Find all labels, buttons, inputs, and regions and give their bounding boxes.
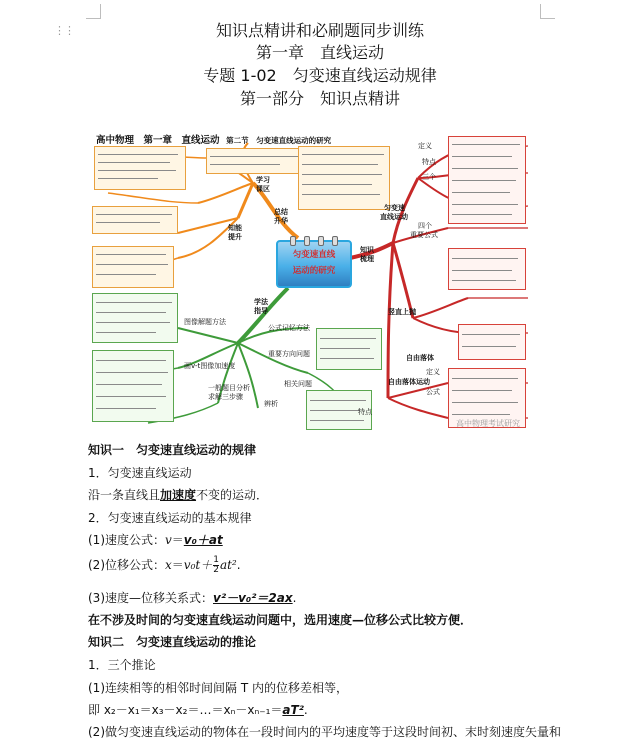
section-heading-knowledge-1: 知识一 匀变速直线运动的规律 <box>88 443 257 457</box>
node-xuexi: 学习 <box>256 176 270 184</box>
item-1: 1．匀变速直线运动 <box>88 466 192 480</box>
node-shenghua: 升华 <box>274 217 288 225</box>
doc-title: 知识点精讲和必刷题同步训练 <box>215 21 424 40</box>
topic-title: 专题 1-02 匀变速直线运动规律 <box>203 66 437 85</box>
node-yiban: 一般题目分析 <box>208 384 250 392</box>
node-tedian: 特点 <box>422 158 436 166</box>
item-2: 2．匀变速直线运动的基本规律 <box>88 511 252 525</box>
velocity-formula: (1)速度公式：v＝v₀＋at <box>88 533 223 547</box>
node-ziyou: 自由落体 <box>406 354 434 362</box>
node-gongshi: 公式 <box>426 388 440 396</box>
part-title: 第一部分 知识点精讲 <box>239 89 400 108</box>
node-zhongyao: 重要公式 <box>410 231 438 239</box>
node-tisheng: 提升 <box>228 233 242 241</box>
note-line: 在不涉及时间的匀变速直线运动问题中，选用速度—位移公式比较方便． <box>88 613 473 627</box>
node-dingyi: 定义 <box>418 142 432 150</box>
k2-sub-1: (1)连续相等的相邻时间间隔 T 内的位移差相等， <box>88 681 348 695</box>
k2-formula: 即 x₂－x₁＝x₃－x₂＝…＝xₙ－xₙ₋₁＝aT². <box>88 703 308 717</box>
node-zhishi: 知识 <box>360 246 374 254</box>
mindmap-center-card: 匀变速直线 运动的研究 <box>276 240 352 288</box>
section-heading-knowledge-2: 知识二 匀变速直线运动的推论 <box>88 635 257 649</box>
node-shuzhi: 竖直上抛 <box>388 308 416 316</box>
node-xiangguan: 相关问题 <box>284 380 312 388</box>
node-zhongyao-wenti: 重要方向问题 <box>268 350 310 358</box>
displacement-formula: (2)位移公式：$x=v_0t+\frac{1}{2}at^2$. <box>88 555 241 575</box>
mindmap-watermark: 高中物理考试研究 <box>456 419 520 428</box>
chapter-title: 第一章 直线运动 <box>255 43 384 62</box>
node-zongjie: 总结 <box>274 208 288 216</box>
node-kuangqu: 课区 <box>256 185 270 193</box>
k2-item-1: 1．三个推论 <box>88 658 156 672</box>
velocity-displacement-formula: (3)速度—位移关系式：v²－v₀²＝2ax. <box>88 591 297 605</box>
node-gongshiji: 公式记忆方法 <box>268 324 310 332</box>
node-xuefa: 学法 <box>254 298 268 306</box>
page-corner-mark-top-left <box>86 4 101 19</box>
node-sange: 三个 <box>422 173 436 181</box>
node-zhixian: 直线运动 <box>380 213 408 221</box>
page-corner-mark-top-right <box>540 4 555 19</box>
node-bianse: 辨析 <box>264 400 278 408</box>
move-handle-icon[interactable]: ⋮⋮ <box>54 24 74 37</box>
node-zhineng: 知能 <box>228 224 242 232</box>
node-ziyouluoti: 自由落体运动 <box>388 378 430 386</box>
mindmap-image <box>88 128 528 434</box>
node-yunbian: 匀变速 <box>384 204 405 212</box>
node-huaxian: 画v-t图像加速度 <box>184 362 236 370</box>
node-tedian-2: 特点 <box>358 408 372 416</box>
node-zhidao: 指导 <box>254 307 268 315</box>
definition-line: 沿一条直线且加速度不变的运动． <box>88 488 269 502</box>
node-tuxiang: 图像解题方法 <box>184 318 226 326</box>
node-sige: 四个 <box>418 222 432 230</box>
node-dingyi-2: 定义 <box>426 368 440 376</box>
node-shuli: 梳理 <box>360 255 374 263</box>
node-qiujie: 求解三步骤 <box>208 393 243 401</box>
k2-sub-2: (2)做匀变速直线运动的物体在一段时间内的平均速度等于这段时间初、末时刻速度矢量和 <box>88 725 562 739</box>
mindmap-title: 高中物理 第一章 直线运动 第二节 匀变速直线运动的研究 <box>96 135 332 146</box>
